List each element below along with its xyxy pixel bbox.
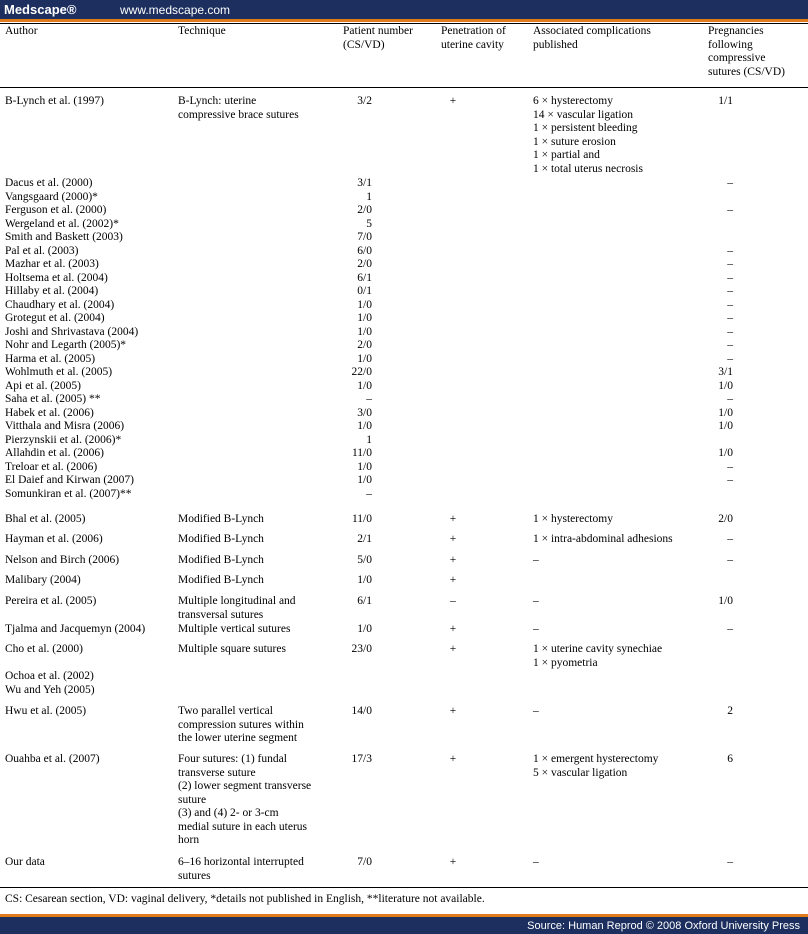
- penetration-cell: +: [449, 533, 457, 545]
- author-cell: Api et al. (2005): [5, 380, 82, 392]
- author-cell: Habek et al. (2006): [5, 407, 94, 419]
- complications-cell: –: [533, 595, 539, 607]
- penetration-cell: +: [449, 574, 457, 586]
- penetration-cell: +: [449, 623, 457, 635]
- pregnancies-cell: 1/0: [718, 447, 733, 459]
- bottom-banner: [0, 914, 808, 934]
- patient-number-cell: 11/0: [351, 513, 372, 525]
- pregnancies-cell: –: [727, 393, 733, 405]
- pregnancies-cell: 1/0: [718, 595, 733, 607]
- penetration-cell: +: [449, 554, 457, 566]
- patient-number-cell: –: [366, 393, 372, 405]
- pregnancies-cell: –: [727, 245, 733, 257]
- patient-number-cell: 1: [366, 434, 372, 446]
- complications-cell: –: [533, 705, 539, 717]
- pregnancies-cell: 1/1: [718, 95, 733, 107]
- author-cell: Chaudhary et al. (2004): [5, 299, 115, 311]
- patient-number-cell: 0/1: [357, 285, 372, 297]
- penetration-cell: +: [449, 95, 457, 107]
- technique-cell: Multiple square sutures: [178, 643, 286, 655]
- complications-cell: 6 × hysterectomy 14 × vascular ligation 1 × persistent bleeding 1 × suture erosion 1 × partial and 1 × total uterus necrosis: [533, 95, 643, 175]
- author-cell: Vitthala and Misra (2006): [5, 420, 125, 432]
- patient-number-cell: 6/1: [357, 272, 372, 284]
- author-cell: Ferguson et al. (2000): [5, 204, 107, 216]
- header-complications: Associated complications published: [533, 25, 651, 51]
- complications-cell: –: [533, 856, 539, 868]
- pregnancies-cell: –: [727, 339, 733, 351]
- author-cell: Hwu et al. (2005): [5, 705, 87, 717]
- patient-number-cell: 1/0: [357, 353, 372, 365]
- author-cell: Pierzynskii et al. (2006)*: [5, 434, 122, 446]
- complications-cell: –: [533, 623, 539, 635]
- patient-number-cell: 22/0: [351, 366, 372, 378]
- patient-number-cell: 1/0: [357, 299, 372, 311]
- header-pregnancies: Pregnancies following compressive sutures (CS/VD): [708, 25, 785, 78]
- patient-number-cell: 1/0: [357, 461, 372, 473]
- patient-number-cell: 2/1: [357, 533, 372, 545]
- author-cell: Bhal et al. (2005): [5, 513, 86, 525]
- pregnancies-cell: 6: [727, 753, 733, 765]
- author-cell: Hillaby et al. (2004): [5, 285, 99, 297]
- pregnancies-cell: 3/1: [718, 366, 733, 378]
- pregnancies-cell: 1/0: [718, 407, 733, 419]
- author-cell: Wu and Yeh (2005): [5, 684, 95, 696]
- top-banner: [0, 0, 808, 22]
- penetration-cell: +: [449, 753, 457, 765]
- patient-number-cell: 2/0: [357, 258, 372, 270]
- complications-cell: 1 × emergent hysterectomy 5 × vascular ligation: [533, 753, 659, 779]
- author-cell: Saha et al. (2005) **: [5, 393, 101, 405]
- pregnancies-cell: –: [727, 204, 733, 216]
- pregnancies-cell: –: [727, 285, 733, 297]
- author-cell: Dacus et al. (2000): [5, 177, 93, 189]
- penetration-cell: –: [450, 595, 456, 607]
- pregnancies-cell: –: [727, 856, 733, 868]
- author-cell: Treloar et al. (2006): [5, 461, 98, 473]
- patient-number-cell: 3/2: [357, 95, 372, 107]
- technique-cell: Four sutures: (1) fundal transverse suture (2) lower segment transverse suture (3) and (4) 2- or 3-cm medial suture in each uterus horn: [178, 753, 312, 846]
- author-cell: Smith and Baskett (2003): [5, 231, 123, 243]
- technique-cell: Two parallel vertical compression sutures within the lower uterine segment: [178, 705, 304, 744]
- author-cell: Ouahba et al. (2007): [5, 753, 100, 765]
- author-cell: Our data: [5, 856, 45, 868]
- pregnancies-cell: –: [727, 299, 733, 311]
- table-bottom-rule: [0, 887, 808, 888]
- patient-number-cell: 14/0: [351, 705, 372, 717]
- footnote: CS: Cesarean section, VD: vaginal delivery, *details not published in English, **literature not available.: [5, 893, 485, 905]
- author-cell: Allahdin et al. (2006): [5, 447, 105, 459]
- author-cell: Nelson and Birch (2006): [5, 554, 120, 566]
- author-cell: Nohr and Legarth (2005)*: [5, 339, 127, 351]
- author-cell: Joshi and Shrivastava (2004): [5, 326, 139, 338]
- author-cell: Cho et al. (2000): [5, 643, 83, 655]
- complications-cell: –: [533, 554, 539, 566]
- patient-number-cell: 2/0: [357, 204, 372, 216]
- author-cell: Grotegut et al. (2004): [5, 312, 105, 324]
- header-author: Author: [5, 25, 38, 37]
- pregnancies-cell: –: [727, 326, 733, 338]
- pregnancies-cell: –: [727, 353, 733, 365]
- technique-cell: Modified B-Lynch: [178, 574, 264, 586]
- technique-cell: Multiple vertical sutures: [178, 623, 291, 635]
- patient-number-cell: 6/0: [357, 245, 372, 257]
- medscape-logo[interactable]: Medscape®: [4, 2, 77, 17]
- technique-cell: Modified B-Lynch: [178, 533, 264, 545]
- author-cell: Mazhar et al. (2003): [5, 258, 99, 270]
- complications-cell: 1 × hysterectomy: [533, 513, 613, 525]
- author-cell: Wergeland et al. (2002)*: [5, 218, 119, 230]
- patient-number-cell: 3/1: [357, 177, 372, 189]
- author-cell: B-Lynch et al. (1997): [5, 95, 105, 107]
- patient-number-cell: 11/0: [351, 447, 372, 459]
- author-cell: Pereira et al. (2005): [5, 595, 97, 607]
- patient-number-cell: 23/0: [351, 643, 372, 655]
- pregnancies-cell: –: [727, 533, 733, 545]
- patient-number-cell: 5: [366, 218, 372, 230]
- patient-number-cell: 1/0: [357, 474, 372, 486]
- author-cell: Somunkiran et al. (2007)**: [5, 488, 132, 500]
- author-cell: Tjalma and Jacquemyn (2004): [5, 623, 146, 635]
- pregnancies-cell: –: [727, 623, 733, 635]
- technique-cell: Modified B-Lynch: [178, 513, 264, 525]
- patient-number-cell: 3/0: [357, 407, 372, 419]
- patient-number-cell: 1/0: [357, 312, 372, 324]
- patient-number-cell: 1/0: [357, 326, 372, 338]
- complications-cell: 1 × uterine cavity synechiae 1 × pyometria: [533, 643, 663, 669]
- penetration-cell: +: [449, 856, 457, 868]
- author-cell: Wohlmuth et al. (2005): [5, 366, 113, 378]
- author-cell: Harma et al. (2005): [5, 353, 96, 365]
- pregnancies-cell: –: [727, 177, 733, 189]
- header-patients: Patient number (CS/VD): [343, 25, 413, 51]
- author-cell: Holtsema et al. (2004): [5, 272, 108, 284]
- site-url[interactable]: www.medscape.com: [120, 3, 231, 17]
- patient-number-cell: 7/0: [357, 231, 372, 243]
- penetration-cell: +: [449, 705, 457, 717]
- author-cell: Vangsgaard (2000)*: [5, 191, 98, 203]
- patient-number-cell: 1/0: [357, 574, 372, 586]
- patient-number-cell: 1/0: [357, 380, 372, 392]
- technique-cell: Multiple longitudinal and transversal sutures: [178, 595, 296, 621]
- technique-cell: B-Lynch: uterine compressive brace sutures: [178, 95, 299, 121]
- complications-cell: 1 × intra-abdominal adhesions: [533, 533, 673, 545]
- table-top-rule: [0, 23, 808, 24]
- source-credit: Source: Human Reprod © 2008 Oxford University Press: [527, 920, 800, 932]
- patient-number-cell: 5/0: [357, 554, 372, 566]
- author-cell: Ochoa et al. (2002): [5, 670, 94, 682]
- technique-cell: Modified B-Lynch: [178, 554, 264, 566]
- patient-number-cell: 7/0: [357, 856, 372, 868]
- pregnancies-cell: –: [727, 474, 733, 486]
- technique-cell: 6–16 horizontal interrupted sutures: [178, 856, 304, 882]
- patient-number-cell: 17/3: [351, 753, 372, 765]
- patient-number-cell: 1/0: [357, 420, 372, 432]
- author-cell: Malibary (2004): [5, 574, 81, 586]
- patient-number-cell: 1: [366, 191, 372, 203]
- author-cell: El Daief and Kirwan (2007): [5, 474, 135, 486]
- header-rule: [0, 87, 808, 88]
- penetration-cell: +: [449, 513, 457, 525]
- patient-number-cell: –: [366, 488, 372, 500]
- patient-number-cell: 2/0: [357, 339, 372, 351]
- pregnancies-cell: 1/0: [718, 380, 733, 392]
- author-cell: Hayman et al. (2006): [5, 533, 103, 545]
- header-penetration: Penetration of uterine cavity: [441, 25, 506, 51]
- pregnancies-cell: 2: [727, 705, 733, 717]
- pregnancies-cell: –: [727, 554, 733, 566]
- pregnancies-cell: –: [727, 312, 733, 324]
- pregnancies-cell: 1/0: [718, 420, 733, 432]
- author-cell: Pal et al. (2003): [5, 245, 79, 257]
- pregnancies-cell: –: [727, 272, 733, 284]
- pregnancies-cell: 2/0: [718, 513, 733, 525]
- patient-number-cell: 1/0: [357, 623, 372, 635]
- pregnancies-cell: –: [727, 461, 733, 473]
- patient-number-cell: 6/1: [357, 595, 372, 607]
- header-technique: Technique: [178, 25, 226, 37]
- penetration-cell: +: [449, 643, 457, 655]
- pregnancies-cell: –: [727, 258, 733, 270]
